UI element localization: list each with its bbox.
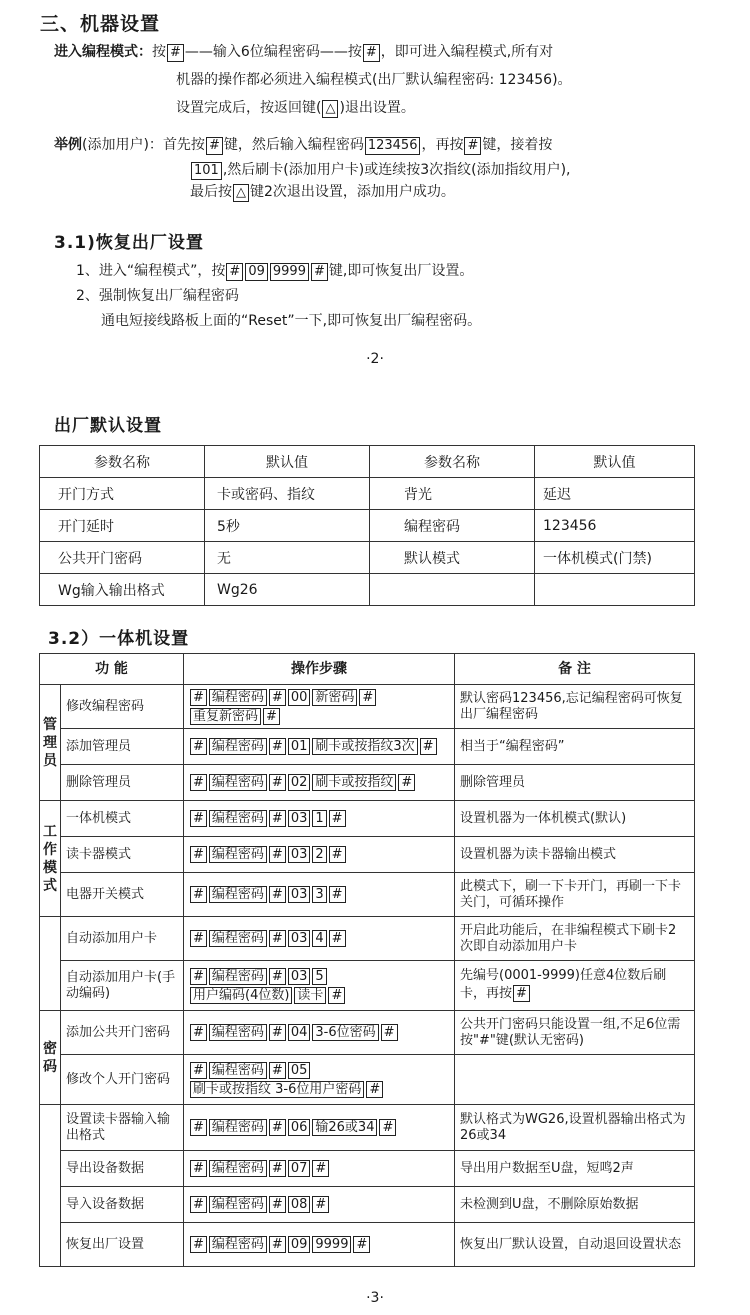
- op-steps: # 编程密码 # 03 2 #: [184, 837, 455, 873]
- op-steps: # 编程密码 # 03 5 用户编码(4位数) 读卡 #: [184, 961, 455, 1011]
- table-row: Wg输入输出格式 Wg26: [40, 574, 695, 606]
- op-steps: # 编程密码 # 06 输26或34 #: [184, 1105, 455, 1151]
- code-key: 123456: [365, 137, 421, 155]
- hash-key: #: [363, 44, 380, 62]
- table-row: 添加管理员 # 编程密码 # 01 刷卡或按指纹3次 # 相当于“编程密码”: [40, 729, 695, 765]
- table-row: 自动添加用户卡 # 编程密码 # 03 4 # 开启此功能后，在非编程模式下刷卡2次即自动添加用户卡: [40, 917, 695, 961]
- table-row: 删除管理员 # 编程密码 # 02 刷卡或按指纹 # 删除管理员: [40, 765, 695, 801]
- table-header: 参数名称 默认值 参数名称 默认值: [40, 446, 695, 478]
- hash-key: #: [226, 263, 243, 281]
- enter-mode-label: 进入编程模式：: [54, 44, 152, 60]
- enter-mode-line3: 设置完成后，按返回键( △ )退出设置。: [176, 100, 415, 116]
- table-row: 导出设备数据 # 编程密码 # 07 # 导出用户数据至U盘，短鸣2声: [40, 1151, 695, 1187]
- back-key-icon: △: [322, 100, 338, 118]
- hash-key: #: [311, 263, 328, 281]
- example-line1: 举例(添加用户)：首先按 # 键，然后输入编程密码 123456 ，再按 # 键，接着按: [54, 137, 553, 153]
- table-row: 修改个人开门密码 # 编程密码 # 05 刷卡或按指纹 3-6位用户密码 #: [40, 1055, 695, 1105]
- op-steps: # 编程密码 # 03 4 #: [184, 917, 455, 961]
- table-row: 读卡器模式 # 编程密码 # 03 2 # 设置机器为读卡器输出模式: [40, 837, 695, 873]
- code-key: 101: [191, 162, 222, 180]
- op-steps: # 编程密码 # 07 #: [184, 1151, 455, 1187]
- restore-line3: 通电短接线路板上面的“Reset”一下,即可恢复出厂编程密码。: [101, 313, 482, 329]
- table-row: 设置读卡器输入输出格式 # 编程密码 # 06 输26或34 # 默认格式为WG26,设置机器输出格式为26或34: [40, 1105, 695, 1151]
- hash-key: #: [167, 44, 184, 62]
- table-row: 自动添加用户卡(手动编码) # 编程密码 # 03 5 用户编码(4位数) 读卡 # 先编号(0001-9999)任意4位数后刷卡，再按 #: [40, 961, 695, 1011]
- section-title: 三、机器设置: [40, 13, 161, 35]
- page-number: ·3·: [366, 1290, 384, 1306]
- table-row: 公共开门密码 无 默认模式 一体机模式(门禁): [40, 542, 695, 574]
- group-work-mode: 工作模式: [40, 801, 61, 917]
- enter-mode-line2: 机器的操作都必须进入编程模式(出厂默认编程密码: 123456)。: [176, 72, 572, 88]
- settings-table: [39, 653, 695, 1267]
- section31-title: 3.1)恢复出厂设置: [54, 233, 204, 253]
- table-row: 电器开关模式 # 编程密码 # 03 3 # 此模式下，刷一下卡开门，再刷一下卡关门，可循环操作: [40, 873, 695, 917]
- section32-title: 3.2）一体机设置: [48, 629, 190, 649]
- op-steps: # 编程密码 # 03 1 #: [184, 801, 455, 837]
- table-row: 工作模式 一体机模式 # 编程密码 # 03 1 # 设置机器为一体机模式(默认): [40, 801, 695, 837]
- back-key-icon: △: [233, 184, 249, 202]
- table-row: 开门延时 5秒 编程密码 123456: [40, 510, 695, 542]
- example-line3: 最后按 △ 键2次退出设置，添加用户成功。: [190, 184, 455, 200]
- table-row: 导入设备数据 # 编程密码 # 08 # 未检测到U盘，不删除原始数据: [40, 1187, 695, 1223]
- code-key: 9999: [270, 263, 309, 281]
- code-key: 09: [245, 263, 268, 281]
- op-steps: # 编程密码 # 08 #: [184, 1187, 455, 1223]
- example-label: 举例: [54, 137, 82, 153]
- op-steps: # 编程密码 # 09 9999 #: [184, 1223, 455, 1267]
- group-password: 密码: [40, 1011, 61, 1105]
- hash-key: #: [464, 137, 481, 155]
- op-steps: # 编程密码 # 01 刷卡或按指纹3次 #: [184, 729, 455, 765]
- restore-line2: 2、强制恢复出厂编程密码: [76, 288, 239, 304]
- group-admin: 管理员: [40, 685, 61, 801]
- table-row: 恢复出厂设置 # 编程密码 # 09 9999 # 恢复出厂默认设置，自动退回设置状态: [40, 1223, 695, 1267]
- table-header: 功 能 操作步骤 备 注: [40, 654, 695, 685]
- enter-mode-line1: 进入编程模式：按 # ——输入6位编程密码——按 # ，即可进入编程模式,所有对: [54, 44, 554, 60]
- table-row: 开门方式 卡或密码、指纹 背光 延迟: [40, 478, 695, 510]
- factory-table: [39, 445, 695, 606]
- page-number: ·2·: [366, 351, 384, 367]
- factory-title: 出厂默认设置: [54, 416, 162, 436]
- table-row: 管理员 修改编程密码 # 编程密码 # 00 新密码 # 重复新密码 # 默认密码123456,忘记编程密码可恢复出厂编程密码: [40, 685, 695, 729]
- hash-key: #: [206, 137, 223, 155]
- op-steps: # 编程密码 # 04 3-6位密码 #: [184, 1011, 455, 1055]
- op-steps: # 编程密码 # 05 刷卡或按指纹 3-6位用户密码 #: [184, 1055, 455, 1105]
- op-steps: # 编程密码 # 02 刷卡或按指纹 #: [184, 765, 455, 801]
- restore-line1: 1、进入“编程模式”，按 # 09 9999 # 键,即可恢复出厂设置。: [76, 263, 474, 279]
- op-steps: # 编程密码 # 03 3 #: [184, 873, 455, 917]
- op-steps: # 编程密码 # 00 新密码 # 重复新密码 #: [184, 685, 455, 729]
- example-line2: 101 ,然后刷卡(添加用户卡)或连续按3次指纹(添加指纹用户),: [190, 159, 570, 181]
- table-row: 密码 添加公共开门密码 # 编程密码 # 04 3-6位密码 # 公共开门密码只能设置一组,不足6位需按"#"键(默认无密码): [40, 1011, 695, 1055]
